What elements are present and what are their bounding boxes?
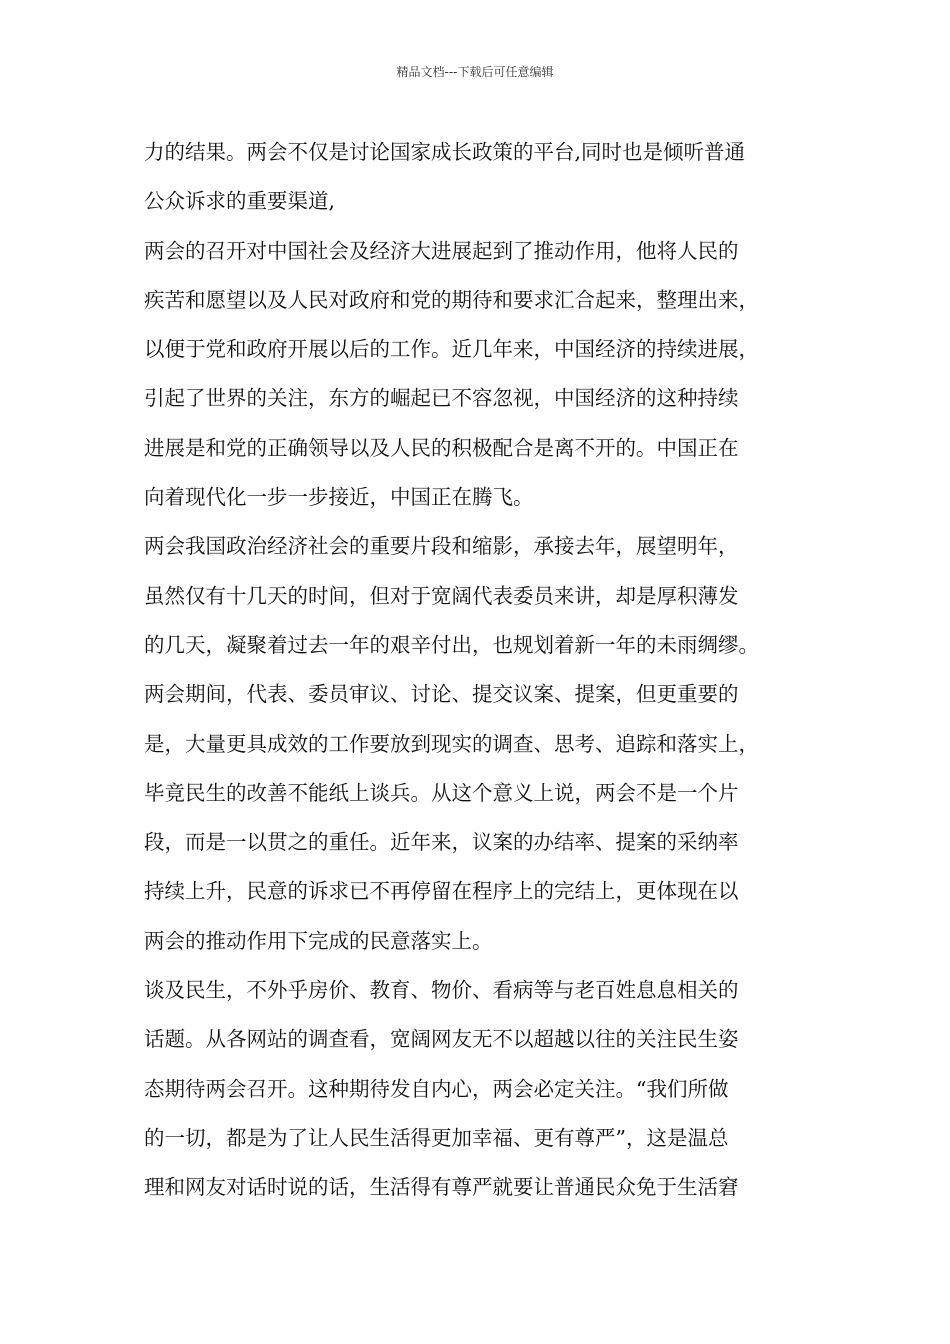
text-line: 引起了世界的关注，东方的崛起已不容忽视，中国经济的这种持续 (144, 386, 739, 411)
body-text (144, 128, 814, 1213)
text-line: 态期待两会召开。这种期待发自内心，两会必定关注。“我们所做 (144, 1076, 729, 1101)
text-line: 两会的推动作用下完成的民意落实上。 (144, 928, 493, 953)
text-line: 持续上升，民意的诉求已不再停留在程序上的完结上，更体现在以 (144, 879, 739, 904)
text-line: 两会我国政治经济社会的重要片段和缩影，承接去年，展望明年， (144, 534, 739, 559)
text-line: 的几天，凝聚着过去一年的艰辛付出，也规划着新一年的未雨绸缪。 (144, 632, 759, 657)
text-line: 疾苦和愿望以及人民对政府和党的期待和要求汇合起来，整理出来， (144, 287, 759, 312)
text-line: 理和网友对话时说的话，生活得有尊严就要让普通民众免于生活窘 (144, 1175, 739, 1200)
text-line: 虽然仅有十几天的时间，但对于宽阔代表委员来讲，却是厚积薄发 (144, 583, 739, 608)
text-line: 的一切，都是为了让人民生活得更加幸福、更有尊严”，这是温总 (144, 1125, 729, 1150)
text-line: 力的结果。两会不仅是讨论国家成长政策的平台,同时也是倾听普通 (144, 140, 746, 164)
text-line: 段，而是一以贯之的重任。近年来，议案的办结率、提案的采纳率 (144, 830, 739, 855)
text-line: 是，大量更具成效的工作要放到现实的调查、思考、追踪和落实上， (144, 731, 759, 756)
text-line: 谈及民生，不外乎房价、教育、物价、看病等与老百姓息息相关的 (144, 978, 739, 1003)
text-line: 进展是和党的正确领导以及人民的积极配合是离不开的。中国正在 (144, 435, 739, 460)
text-line: 话题。从各网站的调查看，宽阔网友无不以超越以往的关注民生姿 (144, 1027, 739, 1052)
text-line: 毕竟民生的改善不能纸上谈兵。从这个意义上说，两会不是一个片 (144, 780, 739, 805)
text-line: 两会的召开对中国社会及经济大进展起到了推动作用，他将人民的 (144, 238, 739, 263)
text-line: 以便于党和政府开展以后的工作。近几年来，中国经济的持续进展， (144, 337, 759, 362)
text-line: 向着现代化一步一步接近，中国正在腾飞。 (144, 485, 534, 510)
page-header: 精品文档---下载后可任意编辑 (396, 65, 554, 79)
text-line: 公众诉求的重要渠道, (144, 189, 336, 214)
text-line: 两会期间，代表、委员审议、讨论、提交议案、提案，但更重要的 (144, 682, 739, 707)
